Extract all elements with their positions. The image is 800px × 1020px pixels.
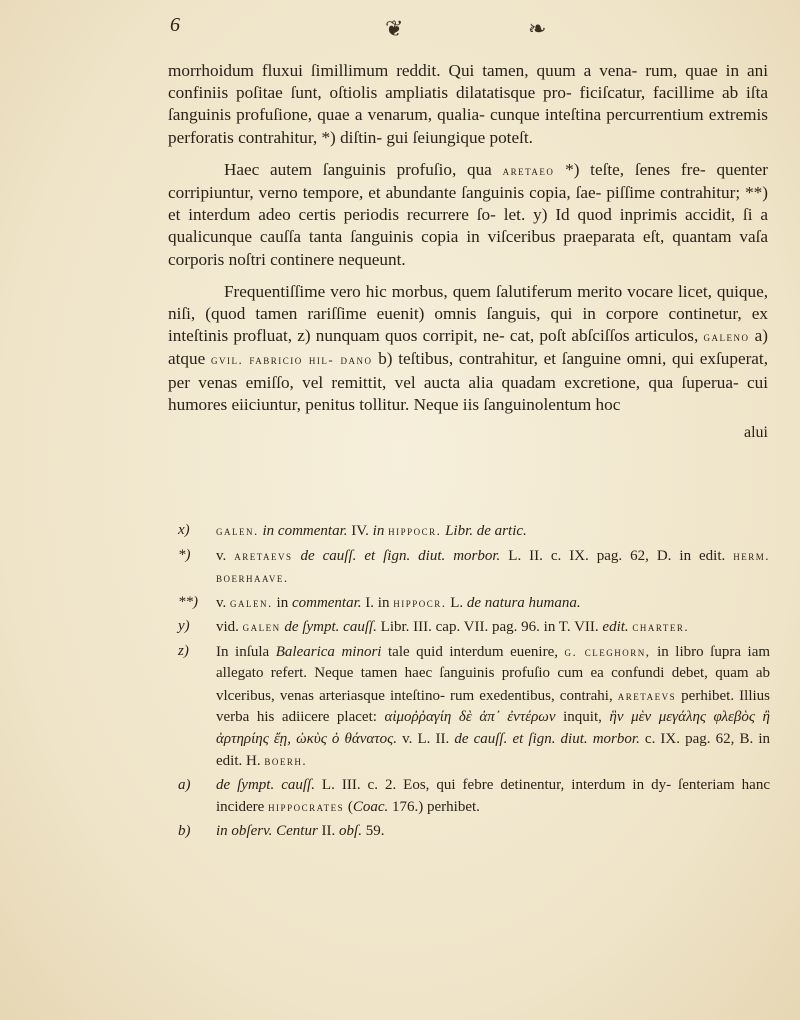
- ornament-right-icon: ❧: [528, 16, 547, 41]
- footnote-text: II.: [317, 822, 340, 839]
- footnote-text: galen.: [216, 523, 259, 538]
- footnote-text: in: [372, 523, 385, 539]
- paragraph-2: [168, 159, 768, 271]
- footnote-text: hippocrates: [268, 799, 345, 814]
- footnote-text: v.: [216, 594, 231, 611]
- footnotes: [178, 520, 770, 844]
- footnote-text: 59.: [361, 822, 385, 839]
- footnote-text: v. L. II.: [397, 730, 455, 747]
- footnote-text: boerh.: [264, 753, 308, 768]
- footnote-text: 176.) perhibet.: [388, 799, 480, 815]
- footnote-text: αἱμοῤῥαγίη δὲ ἀπ᾽ ἐντέρων: [384, 709, 556, 725]
- footnote-text: de ſympt. cauſſ.: [216, 776, 315, 793]
- footnote-text: inquit,: [555, 709, 610, 725]
- footnote-mark: b): [178, 822, 191, 839]
- paragraph-3-text-c: b) teſtibus, contrahitur, et ſanguine omni, qui exſuperat, per venas emiſſo, vel remittit, vel aucta alia quadam excretione, qua ſuperua- cui humores eiiciuntur, penitus tollitur. Neque iis ſanguinolentum hoc: [168, 349, 768, 414]
- footnote-text: Libr. de artic.: [445, 523, 527, 539]
- footnote: [178, 616, 770, 639]
- footnote: [178, 545, 770, 590]
- footnote-text: de cauſſ. et ſign. diut. morbor.: [454, 730, 640, 747]
- footnote-text: charter.: [632, 619, 690, 634]
- footnote-text: hippocr.: [388, 523, 442, 538]
- footnote-mark: x): [178, 522, 190, 538]
- footnote-text: herm. boerhaave.: [216, 547, 770, 585]
- footnote-text: ἣν μὲν μεγάλης φλεβὸς ἢ ἀρτηρίης ἔῃ, ὠκὺς ὁ θάνατος.: [216, 709, 770, 747]
- footnote-text: Coac.: [352, 799, 389, 815]
- footnote-text: In inſula: [216, 643, 276, 660]
- footnote-text: in obſerv. Centur: [216, 822, 318, 839]
- main-text: [168, 60, 768, 444]
- paragraph-3-text-b: a) atque: [168, 326, 769, 369]
- footnote-mark: **): [178, 593, 198, 610]
- page-number: 6: [170, 14, 180, 36]
- footnote-text: in libro ſupra iam allegato refert. Neque tamen haec ſanguinis profuſio cum ea confundi debet, quam ab vlceribus, venas arteriasque inteſtino- rum exedentibus, contrahi,: [216, 643, 771, 704]
- footnote-text: in commentar.: [262, 523, 348, 539]
- footnote-text: edit.: [602, 619, 629, 635]
- footnote-text: aretaevs: [234, 547, 293, 563]
- footnote-text: aretaevs: [617, 687, 677, 703]
- footnote-text: obſ.: [339, 822, 362, 839]
- catchword: alui: [744, 424, 768, 442]
- page-header: [0, 6, 800, 46]
- footnote-mark: y): [178, 618, 190, 634]
- footnote-mark: a): [178, 776, 191, 793]
- paragraph-2-text-b: *) teſte, ſenes fre- quenter corripiuntur, verno tempore, et abundante ſanguinis copia, ſae- piſſime contrahitur; **) et interdum adeo certis periodis recurrere ſo- let. y) Id quod inprimis accidit, ſi a qualicunque cauſſa tanta ſanguinis copia in viſceribus praeparata eſt, quantam vaſa corporis noſtri continere nequeunt.: [168, 159, 768, 269]
- footnote-text: v.: [216, 547, 235, 564]
- footnote-text: de cauſſ. et ſign. diut. morbor.: [300, 547, 501, 564]
- footnote-text: de natura humana.: [466, 594, 581, 611]
- footnote-text: hippocr.: [393, 594, 447, 610]
- name-galeno: galeno: [703, 329, 750, 345]
- footnote-text: in: [272, 594, 292, 611]
- footnote: [178, 592, 770, 615]
- footnote-text: L.: [446, 594, 467, 611]
- footnote-text: galen: [242, 619, 281, 634]
- paragraph-3: [168, 281, 768, 416]
- footnote-text: g. cleghorn,: [564, 643, 651, 659]
- name-fabricio: gvil. fabricio hil- dano: [210, 352, 373, 368]
- footnote: [178, 641, 770, 773]
- footnote-text: commentar.: [291, 594, 362, 611]
- footnote-text: de ſympt. cauſſ.: [284, 619, 377, 635]
- footnote-text: Libr. III. cap. VII. pag. 96. in T. VII.: [376, 619, 603, 635]
- footnote-mark: z): [178, 642, 189, 659]
- footnote-text: L. III. c. 2. Eos, qui febre detinentur, interdum in dy- ſenteriam hanc incidere: [216, 776, 770, 815]
- footnote-text: tale quid interdum euenire,: [381, 643, 565, 660]
- paragraph-3-text-a: Frequentiſſime vero hic morbus, quem ſalutiferum merito vocare licet, quique, niſi, (quod tamen rariſſime euenit) omnis ſanguis, qui in corpore continetur, ex inteſtinis profluat, z) nunquam quos corripit, ne- cat, poſt abſciſſos articulos,: [168, 281, 768, 346]
- name-aretaeo: aretaeo: [502, 162, 555, 178]
- footnote-mark: *): [178, 546, 191, 563]
- footnote-text: c. IX. pag. 62, B. in edit. H.: [216, 730, 770, 769]
- ornament-left-icon: ❦: [385, 16, 404, 41]
- footnote-text: I. in: [361, 594, 394, 611]
- footnote-text: [293, 548, 301, 564]
- footnote-text: L. II. c. IX. pag. 62, D. in edit.: [500, 547, 734, 564]
- footnote-text: galen.: [230, 594, 273, 610]
- footnote-text: perhibet. Illius verba his adiicere placet:: [216, 687, 770, 725]
- paragraph-2-text-a: Haec autem ſanguinis profuſio, qua: [224, 159, 503, 179]
- footnote: [178, 821, 770, 843]
- footnote-text: Balearica minori: [275, 643, 382, 660]
- footnote-text: vid.: [216, 619, 243, 635]
- footnote: [178, 775, 770, 819]
- footnote-text: (: [344, 799, 353, 815]
- footnote: [178, 520, 770, 543]
- footnote-text: IV.: [347, 523, 373, 539]
- paragraph-1: morrhoidum fluxui ſimillimum reddit. Qui tamen, quum a vena- rum, quae in ani confiniis poſitae ſunt, oſtiolis ampliatis dilatatisque pro- ficiſcatur, facillime ab iſta ſanguinis profuſione, quae a venarum, qualia- cunque inteſtina percurrentium extremis perforatis contrahitur, *) diſtin- gui ſeiungique poteſt.: [168, 61, 768, 147]
